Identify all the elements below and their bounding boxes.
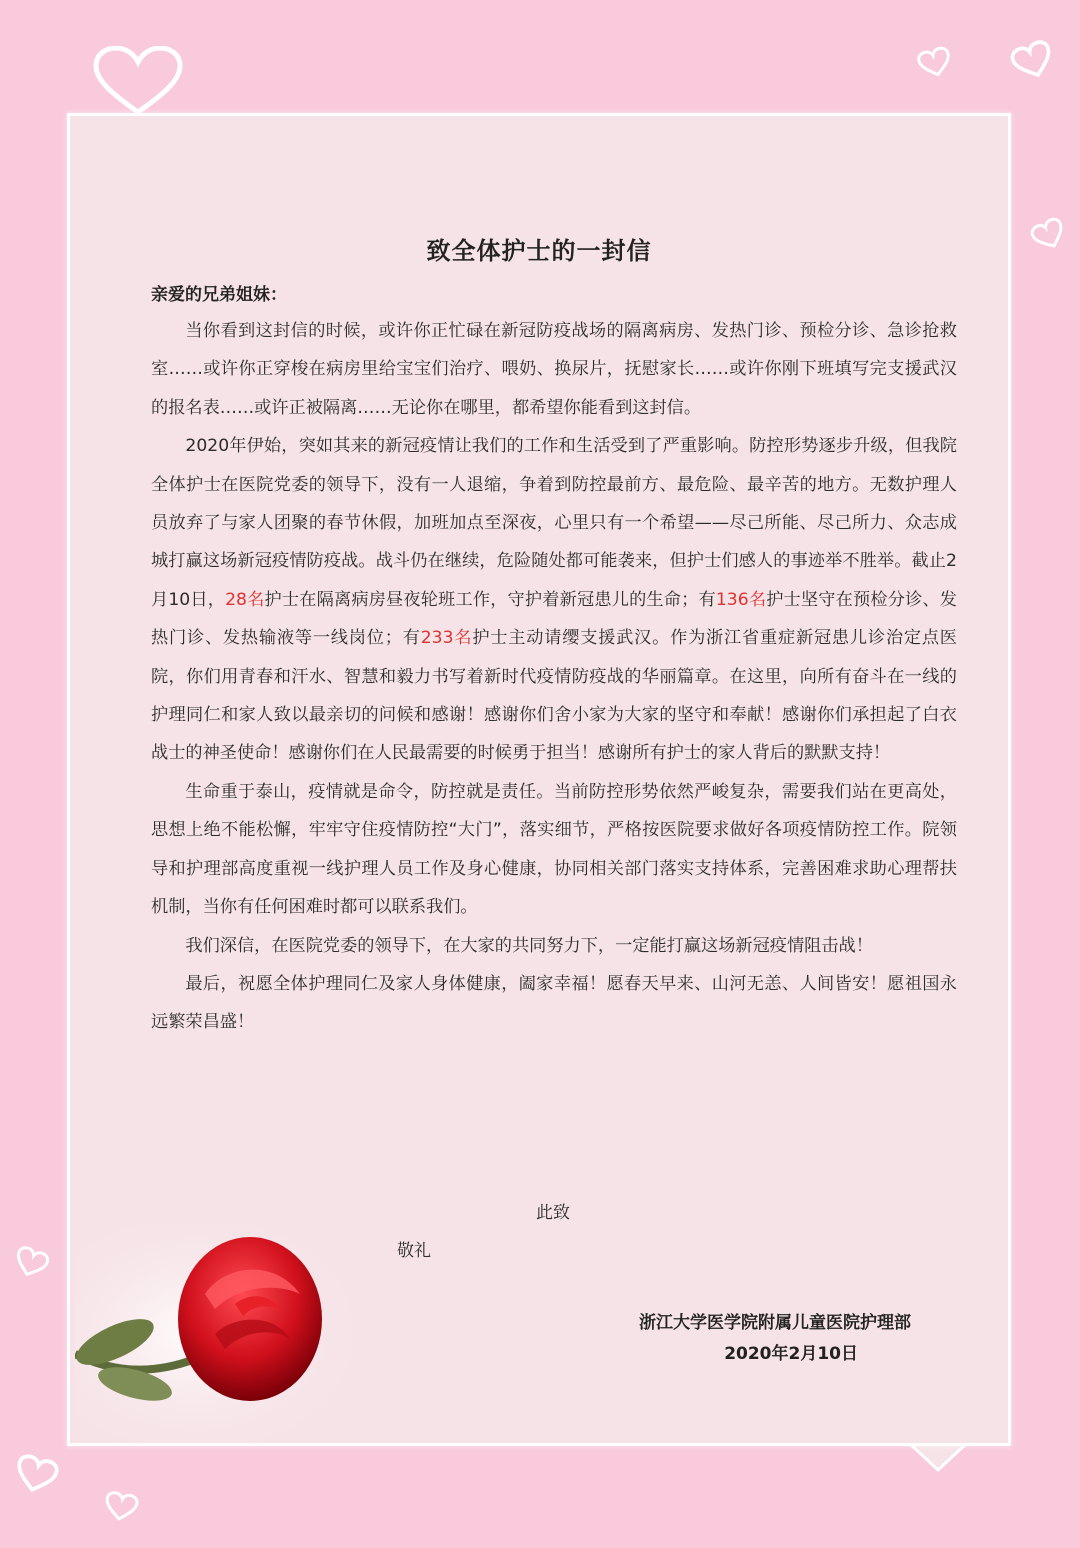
paragraph-2-part: 护士坚守在预检分诊、发热门诊、发热输液等一线岗位；有 — [151, 589, 957, 649]
paragraph-4: 我们深信，在医院党委的领导下，在大家的共同努力下，一定能打赢这场新冠疫情阻击战！ — [185, 935, 873, 956]
paragraph-2 — [151, 427, 957, 773]
signature-org: 浙江大学医学院附属儿童医院护理部 — [639, 1313, 911, 1333]
signature-date: 2020年2月10日 — [724, 1344, 858, 1364]
heart-icon — [102, 1489, 141, 1524]
paragraph-1: 当你看到这封信的时候，或许你正忙碌在新冠防疫战场的隔离病房、发热门诊、预检分诊、急诊抢救室……或许你正穿梭在病房里给宝宝们治疗、喂奶、换尿片，抚慰家长……或许你刚下班填写完支援武汉的报名表……或许正被隔离……无论你在哪里，都希望你能看到这封信。 — [151, 321, 957, 418]
heart-icon — [915, 44, 956, 82]
highlight-count-233: 233名 — [420, 628, 473, 649]
paragraph-3: 生命重于泰山，疫情就是命令，防控就是责任。当前防控形势依然严峻复杂，需要我们站在更高处，思想上绝不能松懈，牢牢守住疫情防控“大门”，落实细节，严格按医院要求做好各项疫情防控工作。院领导和护理部高度重视一线护理人员工作及身心健康，协同相关部门落实支持体系，完善困难求助心理帮扶机制，当你有任何困难时都可以联系我们。 — [151, 781, 957, 918]
heart-icon — [10, 1451, 62, 1499]
letter-title: 致全体护士的一封信 — [426, 237, 652, 265]
letter-body — [151, 312, 957, 1042]
regards: 敬礼 — [397, 1241, 431, 1261]
paragraph-5: 最后，祝愿全体护理同仁及家人身体健康，阖家幸福！愿春天早来、山河无恙、人间皆安！愿祖国永远繁荣昌盛！ — [151, 973, 957, 1033]
paragraph-2-part: 2020年伊始，突如其来的新冠疫情让我们的工作和生活受到了严重影响。防控形势逐步升级，但我院全体护士在医院党委的领导下，没有一人退缩，争着到防控最前方、最危险、最辛苦的地方。无数护理人员放弃了与家人团聚的春节休假，加班加点至深夜，心里只有一个希望——尽己所能、尽己所力、众志成城打赢这场新冠疫情防疫战。战斗仍在继续，危险随处都可能袭来，但护士们感人的事迹举不胜举。截止2月10日， — [151, 436, 957, 610]
letter-card — [67, 113, 1011, 1446]
closing: 此致 — [536, 1203, 570, 1223]
large-heart-icon — [92, 46, 184, 118]
paragraph-2-part: 护士主动请缨支援武汉。作为浙江省重症新冠患儿诊治定点医院，你们用青春和汗水、智慧和毅力书写着新时代疫情防疫战的华丽篇章。在这里，向所有奋斗在一线的护理同仁和家人致以最亲切的问候和感谢！感谢你们舍小家为大家的坚守和奉献！感谢你们承担起了白衣战士的神圣使命！感谢你们在人民最需要的时候勇于担当！感谢所有护士的家人背后的默默支持！ — [151, 628, 957, 764]
highlight-count-28: 28名 — [225, 589, 265, 610]
speech-tail-icon — [910, 1444, 966, 1474]
paragraph-2-part: 护士在隔离病房昼夜轮班工作，守护着新冠患儿的生命；有 — [264, 589, 716, 610]
rose-icon — [75, 1224, 375, 1444]
heart-icon — [1007, 36, 1059, 86]
highlight-count-136: 136名 — [715, 589, 767, 610]
salutation: 亲爱的兄弟姐妹： — [151, 285, 287, 305]
heart-icon — [1027, 214, 1070, 256]
heart-icon — [10, 1243, 52, 1283]
